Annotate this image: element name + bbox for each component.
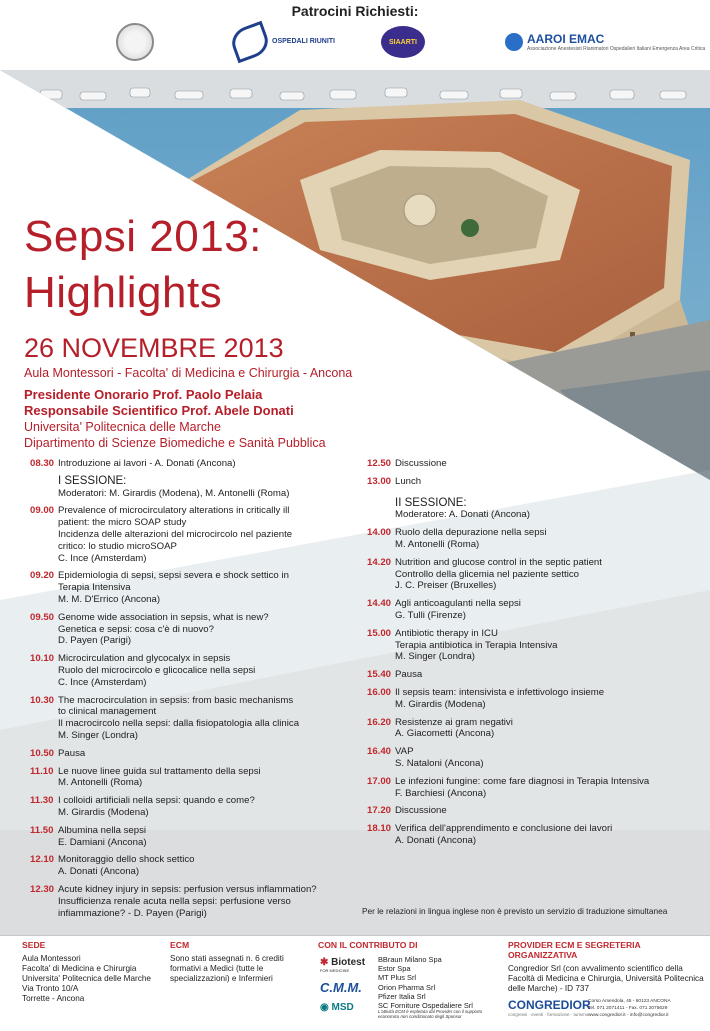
slot-time: 10.10 (30, 653, 55, 665)
program-slot (367, 476, 697, 488)
program-slot (30, 458, 360, 470)
slot-line: Insufficienza renale acuta nella sepsi: perfusione verso (58, 895, 291, 907)
slot-body (58, 653, 360, 688)
program-slot (367, 557, 697, 592)
slot-time: 12.50 (367, 458, 392, 469)
program-slot (30, 854, 360, 878)
slot-line: Incidenza delle alterazioni del microcircolo nel paziente (58, 528, 293, 540)
footer-sede (22, 940, 162, 1004)
program-slot (30, 884, 360, 919)
siaarti-logo (381, 24, 425, 60)
slot-body (395, 628, 697, 663)
slot-body (395, 527, 697, 551)
slot-line: Ruolo del microcircolo e glicocalice nella sepsi (58, 664, 256, 676)
program-slot (30, 653, 360, 688)
aaroi-logo-text: AAROI EMAC (527, 32, 605, 46)
program-slot (367, 527, 697, 551)
biotest-logo-subtext: FOR MEDICINE (320, 968, 350, 973)
program-slot (367, 458, 697, 470)
footer-sede-line: Facolta' di Medicina e Chirurgia (22, 964, 137, 973)
footer-sede-line: Universita' Politecnica delle Marche (22, 974, 151, 983)
program-slot (367, 746, 697, 770)
aaroi-mark-icon (505, 33, 523, 51)
slot-time: 14.20 (367, 556, 392, 568)
slot-speaker: G. Tulli (Firenze) (395, 609, 466, 621)
program-slot (30, 612, 360, 647)
event-title-line1: Sepsi 2013: (24, 212, 262, 261)
footer-sede-line: Aula Montessori (22, 954, 81, 963)
slot-line: Microcirculation and glycocalyx in sepsis (58, 653, 231, 665)
footer-contributo (318, 940, 498, 954)
slot-line: The macrocirculation in sepsis: from basic mechanisms (58, 694, 294, 706)
slot-speaker: M. Girardis (Modena) (58, 806, 149, 818)
slot-time: 14.40 (367, 598, 392, 610)
slot-body (395, 746, 697, 770)
slot-body (58, 458, 360, 470)
program-slot (367, 687, 697, 711)
footer-ecm-title: ECM (170, 940, 190, 950)
slot-time: 16.20 (367, 716, 392, 728)
slot-time: 09.50 (30, 611, 55, 623)
slot-time: 16.40 (367, 746, 392, 758)
program-slot (30, 748, 360, 760)
slot-speaker: D. Payen (Parigi) (58, 635, 132, 647)
event-date: 26 NOVEMBRE 2013 (24, 333, 284, 363)
slot-line: Genetica e sepsi: cosa c'è di nuovo? (58, 623, 214, 635)
slot-body (58, 748, 360, 760)
footer-ecm (170, 940, 310, 984)
program-slot (367, 669, 697, 681)
slot-speaker: M. M. D'Errico (Ancona) (58, 593, 161, 605)
msd-mark-icon: ◉ (320, 1002, 329, 1013)
slot-line: Agli anticoagulanti nella sepsi (395, 598, 521, 610)
session-1-header (58, 476, 360, 500)
slot-line: to clinical management (58, 706, 157, 718)
slot-time: 10.50 (30, 747, 55, 759)
slot-speaker: M. Singer (Londra) (395, 651, 475, 663)
slot-time: 18.10 (367, 823, 392, 835)
slot-line: Nutrition and glucose control in the septic patient (395, 556, 602, 568)
slot-time: 17.20 (367, 805, 392, 817)
slot-body (58, 854, 360, 878)
congredior-logo: CONGREDIOR (508, 998, 591, 1012)
sponsor-note: L'attività ECM è espletata dal Provider con il supporto economico non condizionato degli Sponsor (378, 1009, 483, 1020)
biotest-logo (320, 957, 372, 973)
ospedali-riuniti-logo (232, 24, 335, 60)
program-slot (30, 795, 360, 819)
slot-speaker: J. C. Preiser (Bruxelles) (395, 580, 497, 592)
slot-time: 11.50 (30, 824, 54, 836)
program-slot (367, 598, 697, 622)
slot-body (395, 458, 697, 470)
slot-speaker: F. Barchiesi (Ancona) (395, 787, 487, 799)
slot-time: 11.30 (30, 795, 54, 807)
footer-provider (508, 940, 708, 994)
biotest-mark-icon: ✱ (320, 957, 329, 968)
slot-line: Acute kidney injury in sepsis: perfusion versus inflammation? (58, 883, 317, 895)
footer-ecm-line: Sono stati assegnati n. 6 crediti (170, 954, 284, 963)
slot-speaker: A. Donati (Ancona) (58, 866, 140, 878)
slot-speaker: M. Antonelli (Roma) (395, 538, 480, 550)
program-slot (367, 823, 697, 847)
msd-logo (320, 1002, 372, 1013)
slot-body (395, 805, 697, 817)
slot-time: 13.00 (367, 475, 392, 487)
slot-speaker: A. Donati (Ancona) (395, 834, 477, 846)
congredior-tagline: congressi · eventi · formazione · turismo (508, 1012, 589, 1017)
cmm-logo: C.M.M. (320, 980, 362, 995)
program-left-column (30, 458, 360, 925)
slot-speaker: M. Girardis (Modena) (395, 698, 486, 710)
sponsor-name: Estor Spa (378, 964, 411, 974)
slot-line: Pausa (58, 747, 86, 759)
slot-body (58, 695, 360, 742)
slot-body (395, 776, 697, 800)
slot-line: Resistenze ai gram negativi (395, 716, 513, 728)
program-right-column (367, 458, 697, 853)
program-slot (367, 805, 697, 817)
program-slot (30, 766, 360, 790)
slot-time: 10.30 (30, 694, 55, 706)
sponsor-name: BBraun Milano Spa (378, 955, 442, 964)
slot-speaker: C. Ince (Amsterdam) (58, 676, 147, 688)
slot-body (395, 717, 697, 741)
honorary-president: Presidente Onorario Prof. Paolo Pelaia (24, 387, 263, 402)
slot-line: Introduzione ai lavori - A. Donati (Ancona) (58, 458, 236, 469)
session-title: II SESSIONE: (395, 496, 467, 509)
slot-line: Ruolo della depurazione nella sepsi (395, 527, 547, 539)
slot-line: VAP (395, 746, 414, 758)
slot-line: infiammazione? - D. Payen (Parigi) (58, 907, 207, 919)
slot-speaker: A. Giacometti (Ancona) (395, 728, 495, 740)
biotest-logo-text: Biotest (331, 957, 366, 968)
program-slot (30, 505, 360, 564)
slot-line: critico: lo studio microSOAP (58, 540, 177, 552)
slot-body (58, 505, 360, 564)
sponsor-name: Pfizer Italia Srl (378, 991, 426, 1001)
slot-time: 12.10 (30, 854, 55, 866)
event-title-line2: Highlights (24, 268, 223, 317)
footer-contributo-title: CON IL CONTRIBUTO DI (318, 940, 418, 950)
slot-body (395, 476, 697, 488)
ospedali-mark-icon (228, 21, 273, 63)
siaarti-badge: SIAARTI (381, 26, 425, 58)
sponsor-name: MT Plus Srl (378, 973, 417, 983)
slot-speaker: M. Antonelli (Roma) (58, 777, 143, 789)
slot-line: Monitoraggio dello shock settico (58, 854, 195, 866)
slot-line: Epidemiologia di sepsi, sepsi severa e shock settico in (58, 570, 289, 582)
program-slot (30, 825, 360, 849)
slot-line: Le infezioni fungine: come fare diagnosi in Terapia Intensiva (395, 775, 650, 787)
slot-time: 08.30 (30, 458, 55, 469)
slot-body (58, 570, 360, 605)
slot-speaker: S. Nataloni (Ancona) (395, 757, 484, 769)
footer-ecm-line: specializzazioni) e Infermieri (170, 974, 273, 983)
slot-speaker: E. Damiani (Ancona) (58, 836, 147, 848)
slot-line: Discussione (395, 805, 447, 817)
contact-web: www.congredior.it - info@congredior.it (588, 1013, 669, 1018)
contact-phone: Tel. 071 2071411 - Fax. 071 2075629 (588, 1006, 668, 1011)
footer-sede-line: Via Tronto 10/A (22, 984, 79, 993)
university-name: Universita' Politecnica delle Marche (24, 420, 221, 434)
session-2-header (395, 498, 697, 522)
program-slot (30, 695, 360, 742)
seal-icon (116, 23, 154, 61)
slot-time: 09.20 (30, 570, 55, 582)
slot-line: Terapia Intensiva (58, 582, 131, 594)
footer-provider-title: PROVIDER ECM E SEGRETERIA ORGANIZZATIVA (508, 940, 641, 960)
program-slot (367, 776, 697, 800)
footer-ecm-line: formativi a Medici (tutte le (170, 964, 264, 973)
event-venue: Aula Montessori - Facolta' di Medicina e Chirurgia - Ancona (24, 366, 353, 380)
session-moderators: Moderatore: A. Donati (Ancona) (395, 509, 530, 521)
footer-provider-line: delle Marche) - ID 737 (508, 984, 589, 993)
department-name: Dipartimento di Scienze Biomediche e Sanità Pubblica (24, 436, 326, 450)
sponsor-name: SC Forniture Ospedaliere Srl (378, 1001, 473, 1011)
footer-provider-line: Facoltà di Medicina e Chirurgia, Università Politecnica (508, 974, 704, 983)
slot-body (58, 612, 360, 647)
slot-speaker: C. Ince (Amsterdam) (58, 552, 147, 564)
footer-sede-title: SEDE (22, 940, 46, 950)
slot-body (395, 823, 697, 847)
patrocini-heading: Patrocini Richiesti: (291, 3, 419, 19)
slot-line: Il macrocircolo nella sepsi: dalla fisiopatologia alla clinica (58, 718, 300, 730)
slot-line: Pausa (395, 669, 423, 681)
program-slot (30, 570, 360, 605)
slot-body (395, 687, 697, 711)
aaroi-logo-subtext: Associazione Anestesisti Rianimatori Ospedalieri Italiani Emergenza Area Critica (527, 46, 706, 52)
program-slot (367, 717, 697, 741)
aaroi-emac-logo (505, 24, 705, 60)
program-slot (367, 628, 697, 663)
slot-line: Il sepsis team: intensivista e infettivologo insieme (395, 686, 605, 698)
slot-line: Verifica dell'apprendimento e conclusione dei lavori (395, 823, 613, 835)
slot-line: I colloidi artificiali nella sepsi: quando e come? (58, 795, 255, 807)
msd-logo-text: MSD (331, 1002, 354, 1013)
slot-line: Controllo della glicemia nel paziente settico (395, 568, 579, 580)
slot-line: Genome wide association in sepsis, what is new? (58, 611, 269, 623)
slot-time: 14.00 (367, 527, 392, 539)
slot-line: Antibiotic therapy in ICU (395, 627, 498, 639)
slot-body (395, 557, 697, 592)
footer-sede-line: Torrette - Ancona (22, 994, 85, 1003)
slot-time: 15.40 (367, 669, 392, 681)
scientific-director: Responsabile Scientifico Prof. Abele Donati (24, 403, 294, 418)
slot-body (58, 825, 360, 849)
slot-line: Terapia antibiotica in Terapia Intensiva (395, 639, 558, 651)
slot-time: 09.00 (30, 505, 55, 517)
contact-address: Corso Amendola, 45 - 60123 ANCONA (588, 999, 671, 1004)
session-moderators: Moderatori: M. Girardis (Modena), M. Antonelli (Roma) (58, 487, 290, 499)
slot-body (58, 766, 360, 790)
slot-time: 11.10 (30, 765, 54, 777)
slot-time: 15.00 (367, 627, 392, 639)
sponsor-name: Orion Pharma Srl (378, 982, 436, 992)
slot-line: Discussione (395, 458, 447, 469)
sponsor-logos (320, 957, 372, 1020)
slot-body (395, 669, 697, 681)
footer-provider-line: Congredior Srl (con avvalimento scientifico della (508, 964, 683, 973)
slot-body (58, 795, 360, 819)
slot-body (395, 598, 697, 622)
slot-line: Albumina nella sepsi (58, 824, 146, 836)
sponsor-list (378, 955, 473, 1010)
slot-body (58, 884, 360, 919)
slot-speaker: M. Singer (Londra) (58, 729, 138, 741)
slot-line: patient: the micro SOAP study (58, 517, 187, 529)
translation-note: Per le relazioni in lingua inglese non è previsto un servizio di traduzione simultanea (362, 906, 668, 916)
ospedali-logo-text: OSPEDALI RIUNITI (272, 38, 336, 45)
congredior-contact (588, 998, 706, 1019)
slot-time: 17.00 (367, 775, 392, 787)
slot-line: Le nuove linee guida sul trattamento della sepsi (58, 765, 261, 777)
university-seal-logo (116, 24, 154, 60)
session-title: I SESSIONE: (58, 474, 127, 487)
slot-time: 16.00 (367, 686, 392, 698)
slot-line: Lunch (395, 475, 422, 487)
slot-time: 12.30 (30, 883, 55, 895)
slot-line: Prevalence of microcirculatory alterations in critically ill (58, 505, 290, 517)
